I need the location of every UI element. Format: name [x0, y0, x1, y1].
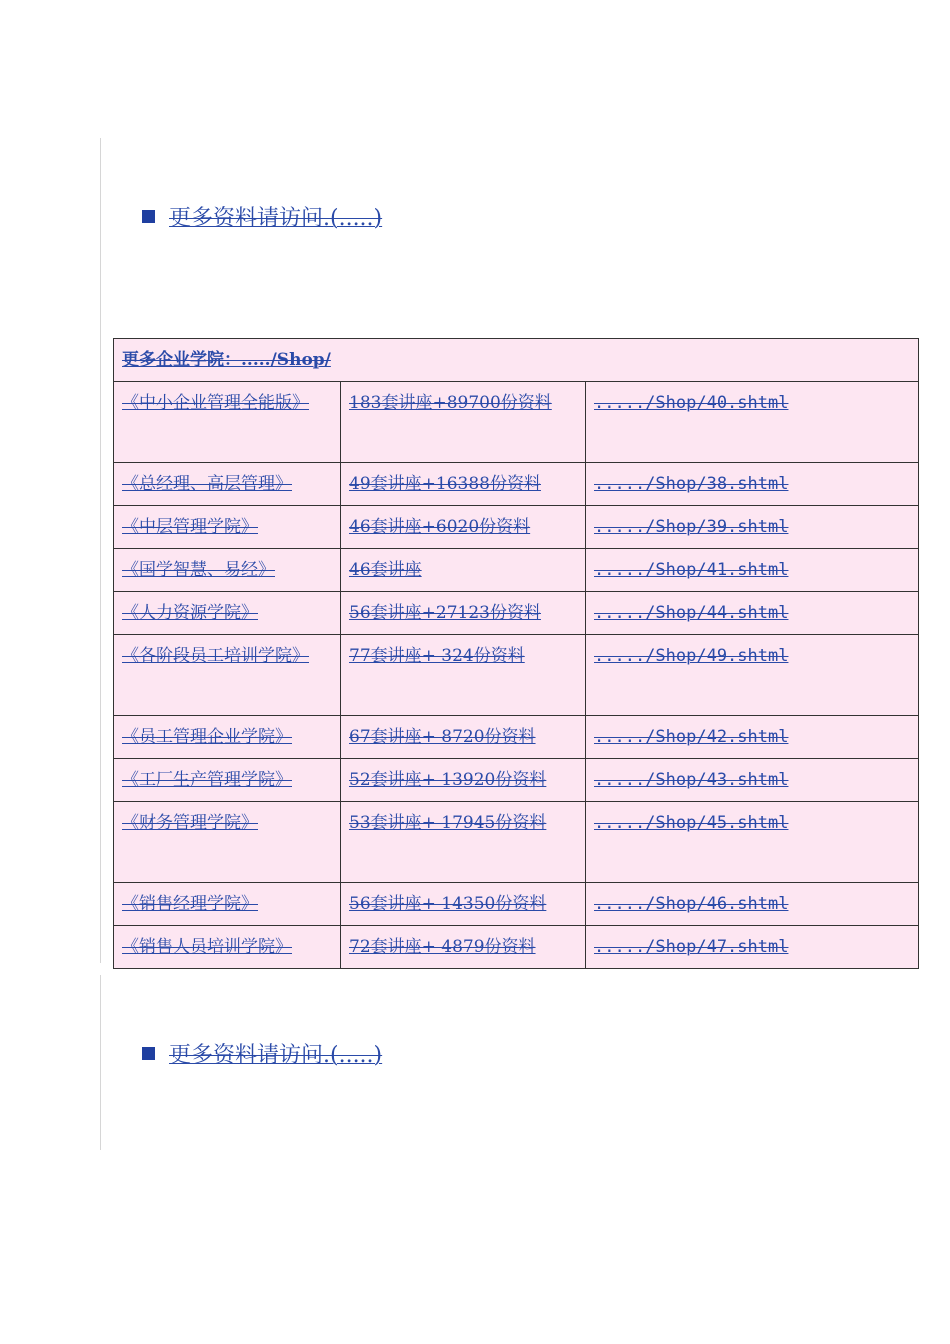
course-name-link[interactable]: 《中小企业管理全能版》 — [122, 393, 309, 413]
square-bullet-icon — [142, 1047, 155, 1060]
course-desc-link[interactable]: 49套讲座+16388份资料 — [349, 474, 541, 494]
course-desc-link[interactable]: 67套讲座+ 8720份资料 — [349, 727, 536, 747]
course-name-link[interactable]: 《国学智慧、易经》 — [122, 560, 275, 580]
table-header-cell — [114, 339, 919, 382]
visit-line-top — [142, 201, 382, 232]
course-desc-cell — [341, 716, 586, 759]
course-name-link[interactable]: 《销售人员培训学院》 — [122, 937, 292, 957]
table-header-row — [114, 339, 919, 382]
table-row — [114, 506, 919, 549]
course-desc-cell — [341, 635, 586, 716]
visit-link[interactable]: 更多资料请访问.(.....) — [169, 1043, 383, 1068]
course-desc-link[interactable]: 56套讲座+27123份资料 — [349, 603, 541, 623]
table-row — [114, 635, 919, 716]
course-name-cell — [114, 549, 341, 592]
course-desc-link[interactable]: 56套讲座+ 14350份资料 — [349, 894, 547, 914]
course-name-cell — [114, 883, 341, 926]
visit-link[interactable]: 更多资料请访问.(.....) — [169, 206, 383, 231]
course-desc-cell — [341, 592, 586, 635]
course-name-cell — [114, 506, 341, 549]
course-url-cell — [586, 802, 919, 883]
visit-line-bottom — [142, 1038, 382, 1069]
course-name-cell — [114, 759, 341, 802]
course-desc-link[interactable]: 53套讲座+ 17945份资料 — [349, 813, 547, 833]
course-url-link[interactable]: ...../Shop/44.shtml — [594, 603, 789, 623]
course-name-cell — [114, 382, 341, 463]
course-url-cell — [586, 549, 919, 592]
table-row — [114, 759, 919, 802]
table-row — [114, 926, 919, 969]
course-name-cell — [114, 926, 341, 969]
margin-line-top — [100, 138, 101, 963]
course-desc-link[interactable]: 77套讲座+ 324份资料 — [349, 646, 525, 666]
course-name-link[interactable]: 《中层管理学院》 — [122, 517, 258, 537]
course-url-link[interactable]: ...../Shop/47.shtml — [594, 937, 789, 957]
course-desc-link[interactable]: 52套讲座+ 13920份资料 — [349, 770, 547, 790]
course-url-link[interactable]: ...../Shop/45.shtml — [594, 813, 789, 833]
course-name-link[interactable]: 《人力资源学院》 — [122, 603, 258, 623]
course-name-cell — [114, 635, 341, 716]
course-url-link[interactable]: ...../Shop/46.shtml — [594, 894, 789, 914]
course-name-cell — [114, 716, 341, 759]
course-url-cell — [586, 592, 919, 635]
course-desc-link[interactable]: 46套讲座+6020份资料 — [349, 517, 531, 537]
course-url-link[interactable]: ...../Shop/49.shtml — [594, 646, 789, 666]
course-url-cell — [586, 382, 919, 463]
course-desc-cell — [341, 463, 586, 506]
table-row — [114, 463, 919, 506]
course-url-link[interactable]: ...../Shop/40.shtml — [594, 393, 789, 413]
margin-line-bottom — [100, 975, 101, 1150]
square-bullet-icon — [142, 210, 155, 223]
course-url-link[interactable]: ...../Shop/41.shtml — [594, 560, 789, 580]
course-url-cell — [586, 506, 919, 549]
table-row — [114, 802, 919, 883]
course-url-cell — [586, 716, 919, 759]
course-name-link[interactable]: 《总经理、高层管理》 — [122, 474, 292, 494]
course-url-link[interactable]: ...../Shop/38.shtml — [594, 474, 789, 494]
course-name-cell — [114, 592, 341, 635]
table-row — [114, 549, 919, 592]
table-row — [114, 883, 919, 926]
course-name-link[interactable]: 《工厂生产管理学院》 — [122, 770, 292, 790]
course-url-link[interactable]: ...../Shop/42.shtml — [594, 727, 789, 747]
course-url-cell — [586, 926, 919, 969]
course-desc-cell — [341, 506, 586, 549]
course-url-link[interactable]: ...../Shop/39.shtml — [594, 517, 789, 537]
course-desc-cell — [341, 382, 586, 463]
course-url-cell — [586, 635, 919, 716]
table-row — [114, 382, 919, 463]
course-desc-link[interactable]: 46套讲座 — [349, 560, 422, 580]
course-desc-link[interactable]: 183套讲座+89700份资料 — [349, 393, 552, 413]
shop-header-link[interactable]: 更多企业学院：...../Shop/ — [122, 350, 331, 370]
course-desc-cell — [341, 883, 586, 926]
table-row — [114, 592, 919, 635]
course-url-link[interactable]: ...../Shop/43.shtml — [594, 770, 789, 790]
course-desc-link[interactable]: 72套讲座+ 4879份资料 — [349, 937, 536, 957]
course-desc-cell — [341, 926, 586, 969]
course-name-cell — [114, 463, 341, 506]
course-desc-cell — [341, 759, 586, 802]
course-desc-cell — [341, 802, 586, 883]
course-desc-cell — [341, 549, 586, 592]
course-name-link[interactable]: 《财务管理学院》 — [122, 813, 258, 833]
course-url-cell — [586, 463, 919, 506]
course-name-cell — [114, 802, 341, 883]
course-url-cell — [586, 883, 919, 926]
shop-table — [113, 338, 919, 969]
course-name-link[interactable]: 《销售经理学院》 — [122, 894, 258, 914]
course-name-link[interactable]: 《各阶段员工培训学院》 — [122, 646, 309, 666]
course-name-link[interactable]: 《员工管理企业学院》 — [122, 727, 292, 747]
table-row — [114, 716, 919, 759]
course-url-cell — [586, 759, 919, 802]
